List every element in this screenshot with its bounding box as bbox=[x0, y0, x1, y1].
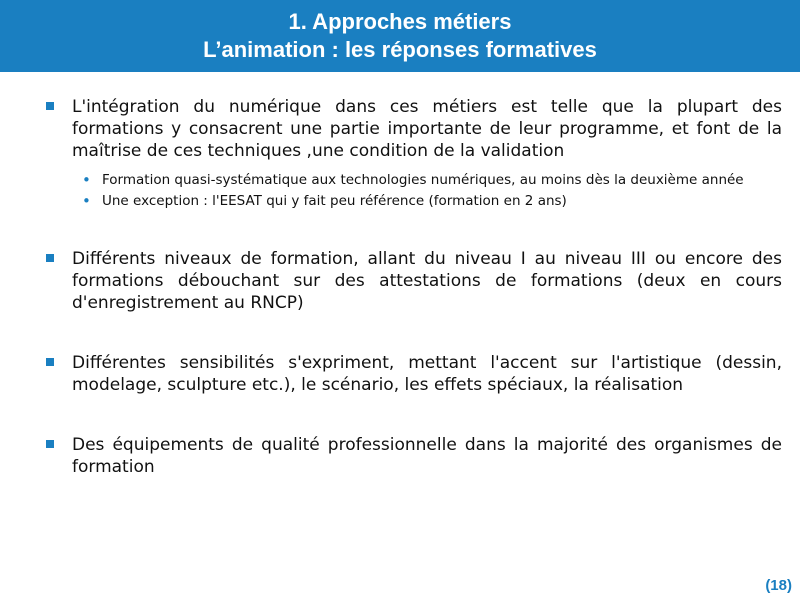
sub-bullet-item bbox=[72, 172, 782, 189]
sub-bullet-text: Formation quasi-systématique aux technologies numériques, au moins dès la deuxième année bbox=[102, 172, 744, 188]
round-bullet-icon: • bbox=[82, 192, 91, 210]
bullet-text: Différentes sensibilités s'expriment, mettant l'accent sur l'artistique (dessin, modelage, sculpture etc.), le scénario, les effets spéciaux, la réalisation bbox=[72, 353, 782, 395]
sub-bullet-text: Une exception : l'EESAT qui y fait peu référence (formation en 2 ans) bbox=[102, 193, 567, 209]
square-bullet-icon bbox=[46, 254, 54, 262]
slide-title-line-1: 1. Approches métiers bbox=[288, 9, 512, 34]
slide-title-bar bbox=[0, 0, 800, 72]
round-bullet-icon: • bbox=[82, 171, 91, 189]
slide-content bbox=[42, 96, 782, 478]
bullet-text: L'intégration du numérique dans ces métiers est telle que la plupart des formations y consacrent une partie importante de leur programme, et font de la maîtrise de ces techniques ,une condition de la validation bbox=[72, 97, 782, 161]
bullet-text: Des équipements de qualité professionnelle dans la majorité des organismes de formation bbox=[72, 435, 782, 477]
sub-bullet-item bbox=[72, 193, 782, 210]
bullet-item bbox=[42, 434, 782, 478]
square-bullet-icon bbox=[46, 102, 54, 110]
bullet-text: Différents niveaux de formation, allant du niveau I au niveau III ou encore des formations débouchant sur des attestations de formations (deux en cours d'enregistrement au RNCP) bbox=[72, 249, 782, 313]
bullet-item bbox=[42, 96, 782, 210]
sub-bullet-list bbox=[72, 172, 782, 210]
slide-title-line-2: L’animation : les réponses formatives bbox=[203, 37, 597, 62]
square-bullet-icon bbox=[46, 358, 54, 366]
square-bullet-icon bbox=[46, 440, 54, 448]
page-number: (18) bbox=[765, 577, 792, 594]
bullet-item bbox=[42, 352, 782, 396]
bullet-item bbox=[42, 248, 782, 314]
